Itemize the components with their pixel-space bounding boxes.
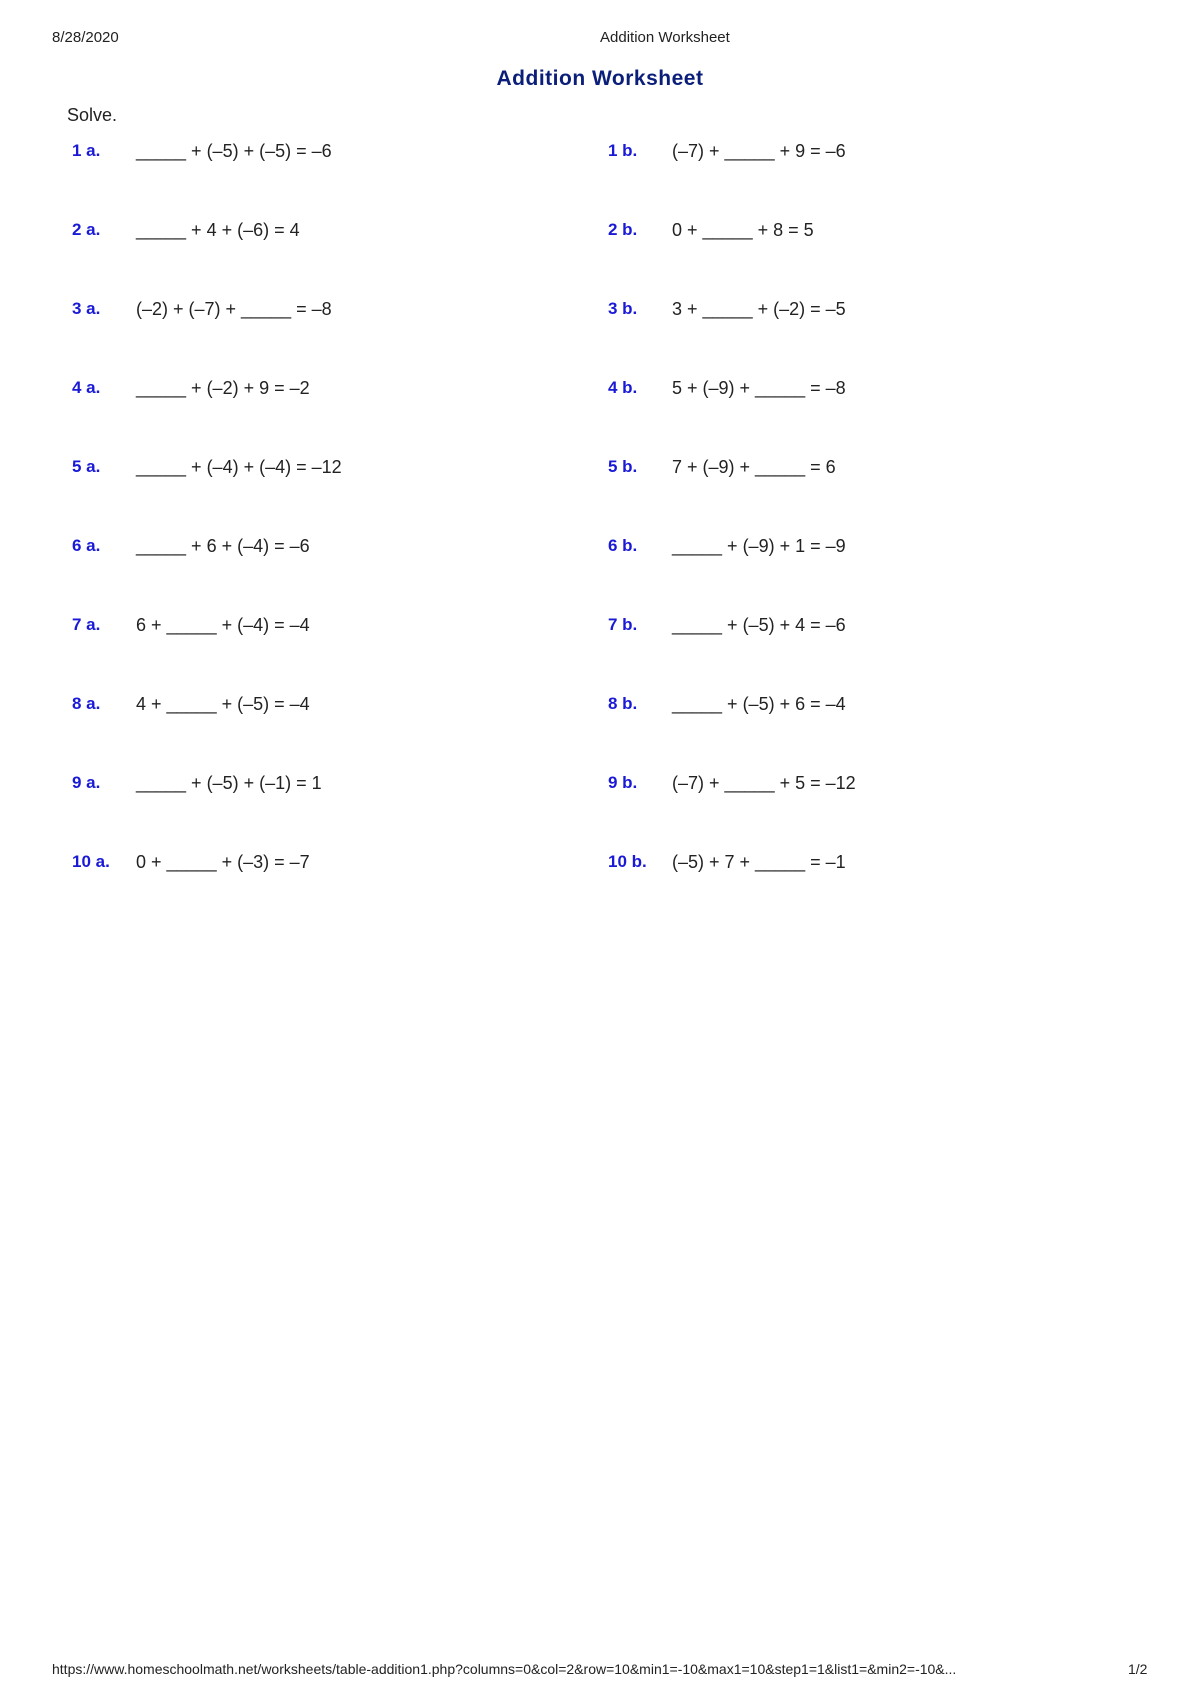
problem-expression: _____ + (–5) + 6 = –4 bbox=[672, 694, 846, 714]
problem-number: 4 b. bbox=[608, 378, 638, 397]
problem-expression: (–7) + _____ + 9 = –6 bbox=[672, 141, 846, 161]
problem-number: 10 b. bbox=[608, 852, 647, 871]
problem-number: 3 a. bbox=[72, 299, 101, 318]
problem-number: 8 a. bbox=[72, 694, 101, 713]
header-title: Addition Worksheet bbox=[600, 29, 730, 46]
problem-expression: _____ + 4 + (–6) = 4 bbox=[136, 220, 300, 240]
problem-number: 1 b. bbox=[608, 141, 638, 160]
problem-number: 6 b. bbox=[608, 536, 638, 555]
problem-number: 4 a. bbox=[72, 378, 101, 397]
problem-expression: 3 + _____ + (–2) = –5 bbox=[672, 299, 846, 319]
problem-expression: _____ + (–5) + 4 = –6 bbox=[672, 615, 846, 635]
problem-expression: _____ + (–5) + (–5) = –6 bbox=[136, 141, 332, 161]
problem-expression: _____ + (–2) + 9 = –2 bbox=[136, 378, 310, 398]
problem-number: 7 b. bbox=[608, 615, 638, 634]
footer-page-number: 1/2 bbox=[1128, 1661, 1148, 1677]
problem-expression: _____ + (–4) + (–4) = –12 bbox=[136, 457, 342, 477]
problem-number: 9 a. bbox=[72, 773, 101, 792]
problem-expression: (–2) + (–7) + _____ = –8 bbox=[136, 299, 332, 319]
problem-number: 7 a. bbox=[72, 615, 101, 634]
problem-expression: (–7) + _____ + 5 = –12 bbox=[672, 773, 856, 793]
problem-number: 9 b. bbox=[608, 773, 638, 792]
problem-number: 8 b. bbox=[608, 694, 638, 713]
problem-number: 2 a. bbox=[72, 220, 101, 239]
problem-number: 5 a. bbox=[72, 457, 101, 476]
problem-number: 3 b. bbox=[608, 299, 638, 318]
problem-number: 2 b. bbox=[608, 220, 638, 239]
problem-number: 6 a. bbox=[72, 536, 101, 555]
problem-number: 5 b. bbox=[608, 457, 638, 476]
problem-expression: _____ + (–5) + (–1) = 1 bbox=[136, 773, 322, 793]
problem-number: 10 a. bbox=[72, 852, 110, 871]
page-title: Addition Worksheet bbox=[496, 67, 704, 90]
problem-expression: _____ + 6 + (–4) = –6 bbox=[136, 536, 310, 556]
problem-number: 1 a. bbox=[72, 141, 101, 160]
problem-expression: 0 + _____ + 8 = 5 bbox=[672, 220, 814, 240]
header-date: 8/28/2020 bbox=[52, 29, 119, 46]
problem-expression: 4 + _____ + (–5) = –4 bbox=[136, 694, 310, 714]
problem-expression: 6 + _____ + (–4) = –4 bbox=[136, 615, 310, 635]
problem-expression: 0 + _____ + (–3) = –7 bbox=[136, 852, 310, 872]
footer-url: https://www.homeschoolmath.net/worksheets/table-addition1.php?columns=0&col=2&row=10&min1=-10&max1=10&step1=1&list1=&min2=-10&... bbox=[52, 1661, 957, 1677]
problem-expression: 7 + (–9) + _____ = 6 bbox=[672, 457, 836, 477]
problem-expression: (–5) + 7 + _____ = –1 bbox=[672, 852, 846, 872]
problem-expression: _____ + (–9) + 1 = –9 bbox=[672, 536, 846, 556]
instruction-text: Solve. bbox=[67, 105, 118, 125]
problem-expression: 5 + (–9) + _____ = –8 bbox=[672, 378, 846, 398]
